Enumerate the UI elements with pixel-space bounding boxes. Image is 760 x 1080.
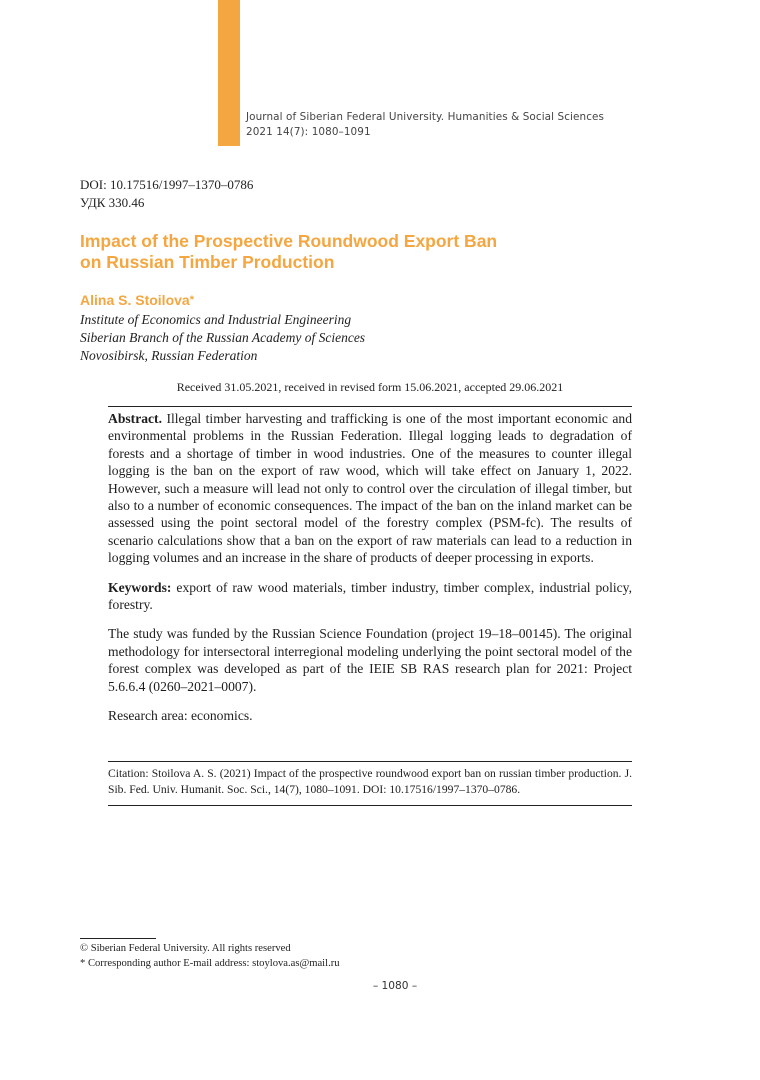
article-meta (80, 176, 253, 212)
abstract-label: Abstract. (108, 411, 162, 426)
citation-bottom-rule (108, 805, 632, 806)
abstract-paragraph (108, 410, 632, 567)
footnote-rule (80, 938, 156, 939)
doi: DOI: 10.17516/1997–1370–0786 (80, 177, 254, 192)
citation-top-rule (108, 761, 632, 762)
citation: Citation: Stoilova A. S. (2021) Impact of the prospective roundwood export ban on russian timber production. J. Sib. Fed. Univ. Humanit. Soc. Sci., 14(7), 1080–1091. DOI: 10.17516/1997–1370–0786. (108, 767, 632, 796)
affiliation-branch: Siberian Branch of the Russian Academy of Sciences (80, 330, 366, 345)
article-title-line1: Impact of the Prospective Roundwood Export Ban (80, 231, 498, 251)
keywords-paragraph (108, 579, 632, 614)
affiliation-institute: Institute of Economics and Industrial Engineering (80, 312, 352, 327)
author-affiliation (80, 311, 365, 365)
journal-name: Journal of Siberian Federal University. Humanities & Social Sciences (246, 111, 605, 123)
journal-header (246, 110, 604, 140)
affiliation-location: Novosibirsk, Russian Federation (80, 348, 258, 363)
page-number: – 1080 – (372, 980, 418, 992)
keywords-text: export of raw wood materials, timber industry, timber complex, industrial policy, forestry. (108, 579, 632, 613)
abstract-text: Illegal timber harvesting and trafficking is one of the most important economic and environmental problems in the Russian Federation. Illegal logging leads to degradation of forests and a shortage of timber in wood industries. One of the measures to counter illegal logging is the ban on the export of raw wood, which will take effect on January 1, 2022. However, such a measure will lead not only to control over the circulation of illegal timber, but also to a number of economic consequences. The impact of the ban on the inland market can be assessed using the point sectoral model of the forestry complex (PSM-fc). The results of scenario calculations show that a ban on the export of raw materials can lead to a reduction in logging volumes and an increase in the share of products of deeper processing in exports. (108, 411, 632, 566)
author-asterisk: * (189, 294, 194, 306)
journal-issue: 2021 14(7): 1080–1091 (246, 126, 371, 138)
footnotes (80, 942, 340, 971)
abstract-top-rule (108, 406, 632, 407)
author-name-text: Alina S. Stoilova (80, 292, 190, 308)
article-title-line2: on Russian Timber Production (80, 252, 335, 272)
copyright-note: © Siberian Federal University. All rights reserved (80, 943, 291, 954)
corresponding-author-note: * Corresponding author E-mail address: stoylova.as@mail.ru (80, 957, 340, 969)
research-area: Research area: economics. (108, 708, 253, 724)
article-title (80, 231, 680, 273)
keywords-label: Keywords: (108, 579, 172, 595)
funding-paragraph: The study was funded by the Russian Science Foundation (project 19–18–00145). The original methodology for intersectoral interregional modeling underlying the point sectoral model of the forest complex was developed as part of the IEIE SB RAS research plan for 2021: Project 5.6.6.4 (0260–2021–0007). (108, 626, 632, 694)
received-dates: Received 31.05.2021, received in revised form 15.06.2021, accepted 29.06.2021 (176, 380, 564, 394)
header-accent-bar (218, 0, 240, 146)
author-name (80, 291, 194, 309)
abstract-block (108, 410, 632, 725)
udk: УДК 330.46 (80, 195, 145, 210)
